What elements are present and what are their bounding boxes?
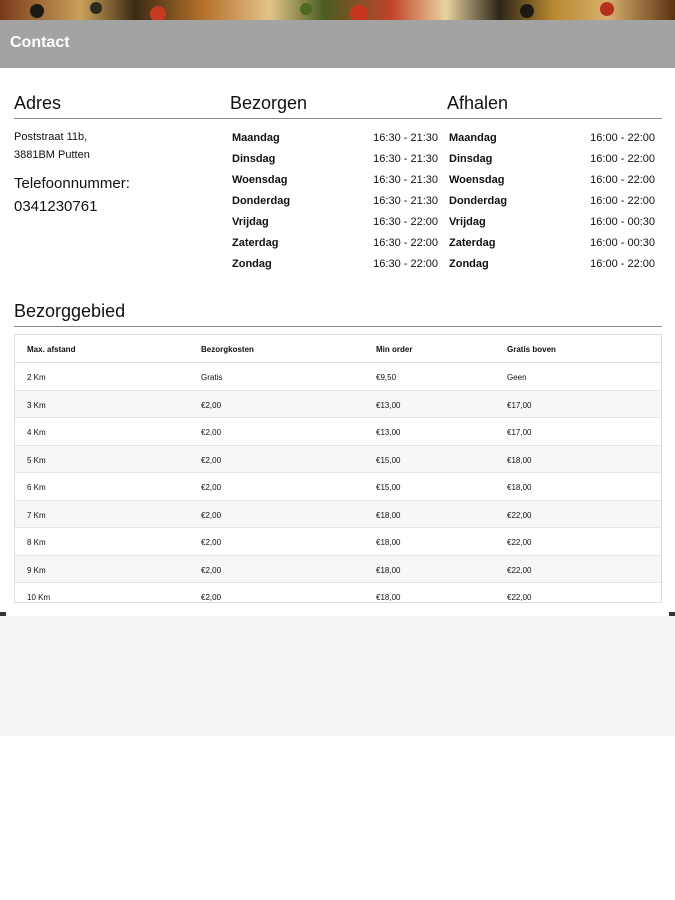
table-cell: 10 Km xyxy=(27,593,51,602)
schedule-time: 16:30 - 22:00 xyxy=(373,216,438,228)
delivery-heading: Bezorgen xyxy=(230,93,308,113)
table-row xyxy=(15,391,661,419)
title-bar xyxy=(0,20,675,68)
schedule-day: Zondag xyxy=(449,258,489,270)
table-cell: €18,00 xyxy=(376,510,401,520)
delivery-area-table xyxy=(14,334,662,603)
table-cell: €18,00 xyxy=(376,565,401,575)
schedule-day: Maandag xyxy=(449,132,497,144)
table-cell: €2,00 xyxy=(201,483,222,492)
column-header: Min order xyxy=(376,345,413,354)
schedule-day: Vrijdag xyxy=(449,216,486,228)
column-header: Gratis boven xyxy=(507,345,556,354)
table-header-row xyxy=(15,335,661,363)
table-cell: €18,00 xyxy=(507,483,532,492)
schedule-time: 16:30 - 21:30 xyxy=(373,153,438,165)
table-cell: 2 Km xyxy=(27,373,46,382)
pickup-heading: Afhalen xyxy=(447,93,509,113)
table-cell: 5 Km xyxy=(27,455,46,465)
schedule-day: Zondag xyxy=(232,258,272,270)
address-line-1: Poststraat 11b, xyxy=(14,131,88,143)
schedule-row xyxy=(232,172,438,193)
schedule-time: 16:30 - 21:30 xyxy=(373,174,438,186)
table-cell: €22,00 xyxy=(507,593,532,602)
table-row xyxy=(15,446,661,474)
table-cell: €2,00 xyxy=(201,400,222,410)
table-cell: €13,00 xyxy=(376,400,401,410)
schedule-row xyxy=(232,151,438,172)
table-cell: €18,00 xyxy=(376,593,401,602)
schedule-day: Maandag xyxy=(232,132,280,144)
schedule-day: Zaterdag xyxy=(232,237,279,249)
address-line-2: 3881BM Putten xyxy=(14,149,90,161)
schedule-row xyxy=(449,151,655,172)
column-header: Bezorgkosten xyxy=(201,345,254,354)
schedule-row xyxy=(232,214,438,235)
schedule-time: 16:00 - 22:00 xyxy=(590,195,655,207)
table-cell: Geen xyxy=(507,373,527,382)
schedule-row xyxy=(449,193,655,214)
table-row xyxy=(15,363,661,391)
table-row xyxy=(15,583,661,610)
table-cell: €2,00 xyxy=(201,455,222,465)
table-cell: €15,00 xyxy=(376,455,401,465)
table-cell: €2,00 xyxy=(201,538,222,547)
schedule-row xyxy=(449,172,655,193)
table-cell: 7 Km xyxy=(27,510,46,520)
table-cell: €17,00 xyxy=(507,428,532,437)
schedule-day: Donderdag xyxy=(449,195,508,207)
table-cell: 4 Km xyxy=(27,428,46,437)
table-cell: €22,00 xyxy=(507,538,532,547)
header-food-image xyxy=(0,0,675,20)
table-row xyxy=(15,501,661,529)
schedule-row xyxy=(449,130,655,151)
divider xyxy=(14,118,662,119)
schedule-row xyxy=(449,256,655,277)
table-cell: €9,50 xyxy=(376,373,397,382)
schedule-time: 16:00 - 00:30 xyxy=(590,216,655,228)
pickup-schedule xyxy=(449,130,655,277)
table-row xyxy=(15,556,661,584)
address-heading: Adres xyxy=(14,93,62,113)
schedule-day: Woensdag xyxy=(232,174,288,186)
schedule-time: 16:00 - 22:00 xyxy=(590,153,655,165)
schedule-time: 16:30 - 21:30 xyxy=(373,195,438,207)
table-cell: €13,00 xyxy=(376,428,401,437)
schedule-time: 16:00 - 22:00 xyxy=(590,174,655,186)
table-cell: €18,00 xyxy=(507,455,532,465)
schedule-day: Vrijdag xyxy=(232,216,269,228)
phone-label: Telefoonnummer: xyxy=(14,175,130,192)
schedule-day: Dinsdag xyxy=(232,153,276,165)
divider xyxy=(14,326,662,327)
table-cell: €22,00 xyxy=(507,510,532,520)
table-cell: €22,00 xyxy=(507,565,532,575)
table-cell: €2,00 xyxy=(201,510,222,520)
schedule-day: Woensdag xyxy=(449,174,505,186)
table-cell: €18,00 xyxy=(376,538,401,547)
table-cell: 9 Km xyxy=(27,565,46,575)
schedule-time: 16:30 - 22:00 xyxy=(373,258,438,270)
schedule-day: Zaterdag xyxy=(449,237,496,249)
schedule-row xyxy=(449,235,655,256)
table-cell: €2,00 xyxy=(201,428,222,437)
empty-panel xyxy=(0,616,675,736)
schedule-row xyxy=(449,214,655,235)
table-row xyxy=(15,418,661,446)
table-cell: Gratis xyxy=(201,373,223,382)
table-cell: 6 Km xyxy=(27,483,46,492)
schedule-day: Donderdag xyxy=(232,195,291,207)
table-cell: €15,00 xyxy=(376,483,401,492)
page-title: Contact xyxy=(10,34,70,51)
table-row xyxy=(15,473,661,501)
table-row xyxy=(15,528,661,556)
schedule-time: 16:00 - 22:00 xyxy=(590,132,655,144)
schedule-time: 16:00 - 22:00 xyxy=(590,258,655,270)
schedule-row xyxy=(232,235,438,256)
schedule-time: 16:30 - 22:00 xyxy=(373,237,438,249)
schedule-row xyxy=(232,256,438,277)
table-cell: €2,00 xyxy=(201,593,222,602)
schedule-row xyxy=(232,193,438,214)
schedule-time: 16:00 - 00:30 xyxy=(590,237,655,249)
column-header: Max. afstand xyxy=(27,345,76,354)
phone-number[interactable]: 0341230761 xyxy=(14,198,98,215)
address-block xyxy=(14,128,90,164)
table-cell: 8 Km xyxy=(27,538,46,547)
schedule-row xyxy=(232,130,438,151)
delivery-area-heading: Bezorggebied xyxy=(14,301,126,321)
schedule-day: Dinsdag xyxy=(449,153,493,165)
schedule-time: 16:30 - 21:30 xyxy=(373,132,438,144)
delivery-schedule xyxy=(232,130,438,277)
table-cell: 3 Km xyxy=(27,400,46,410)
table-cell: €17,00 xyxy=(507,400,532,410)
table-cell: €2,00 xyxy=(201,565,222,575)
